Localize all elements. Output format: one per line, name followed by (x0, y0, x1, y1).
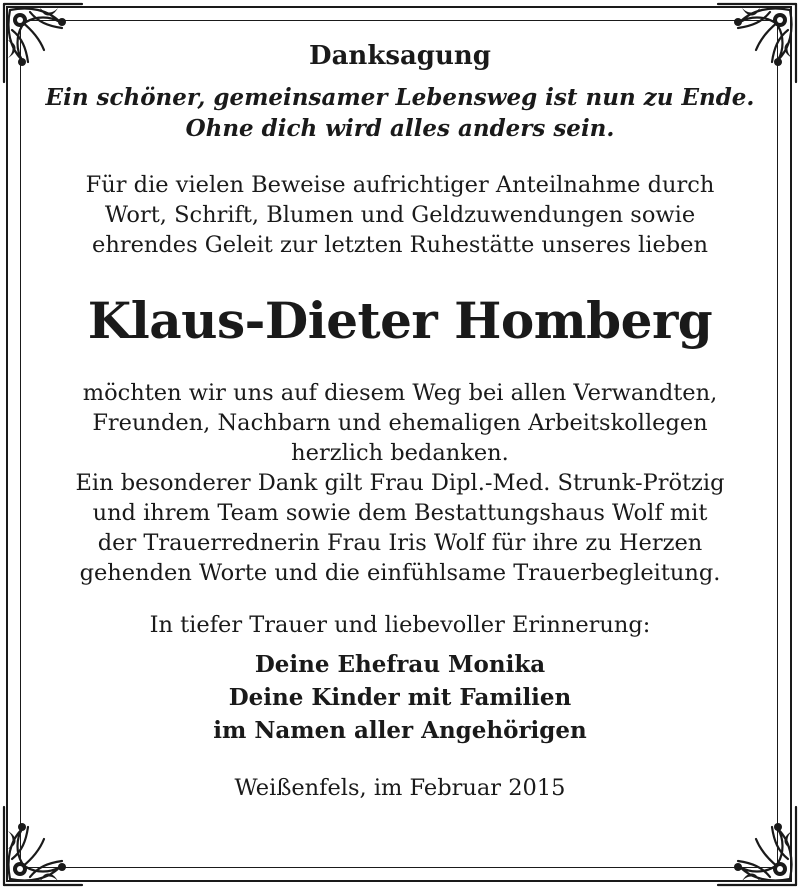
notice-content (40, 36, 760, 803)
thanks-line: herzlich bedanken. (291, 440, 509, 466)
thanks-line: möchten wir uns auf diesem Weg bei allen Verwandten, (82, 380, 718, 406)
special-thanks-line: gehenden Worte und die einfühlsame Trauerbegleitung. (79, 560, 721, 586)
intro-line: Wort, Schrift, Blumen und Geldzuwendungen sowie (104, 202, 696, 228)
thanks-line: Freunden, Nachbarn und ehemaligen Arbeitskollegen (92, 410, 708, 436)
special-thanks-line: der Trauerrednerin Frau Iris Wolf für ihre zu Herzen (97, 530, 703, 556)
place-date: Weißenfels, im Februar 2015 (234, 775, 566, 801)
motto-line: Ein schöner, gemeinsamer Lebensweg ist nun zu Ende. (45, 84, 755, 111)
mourning-line: In tiefer Trauer und liebevoller Erinnerung: (149, 612, 651, 638)
signers (40, 648, 760, 747)
notice-heading: Danksagung (309, 41, 491, 71)
signer-line: Deine Kinder mit Familien (228, 684, 572, 711)
deceased-name: Klaus-Dieter Homberg (87, 291, 713, 350)
signer-line: Deine Ehefrau Monika (254, 651, 546, 678)
signer-line: im Namen aller Angehörigen (213, 717, 587, 744)
thanks-paragraph (40, 378, 760, 588)
intro-line: Für die vielen Beweise aufrichtiger Anteilnahme durch (85, 172, 715, 198)
motto (40, 82, 760, 144)
ornament-corner-icon (714, 803, 800, 889)
intro-paragraph (40, 170, 760, 260)
special-thanks-line: und ihrem Team sowie dem Bestattungshaus Wolf mit (92, 500, 708, 526)
motto-line: Ohne dich wird alles anders sein. (185, 115, 615, 142)
intro-line: ehrendes Geleit zur letzten Ruhestätte unseres lieben (92, 232, 708, 258)
special-thanks-line: Ein besonderer Dank gilt Frau Dipl.-Med. Strunk-Prötzig (75, 470, 725, 496)
ornament-corner-icon (0, 803, 86, 889)
